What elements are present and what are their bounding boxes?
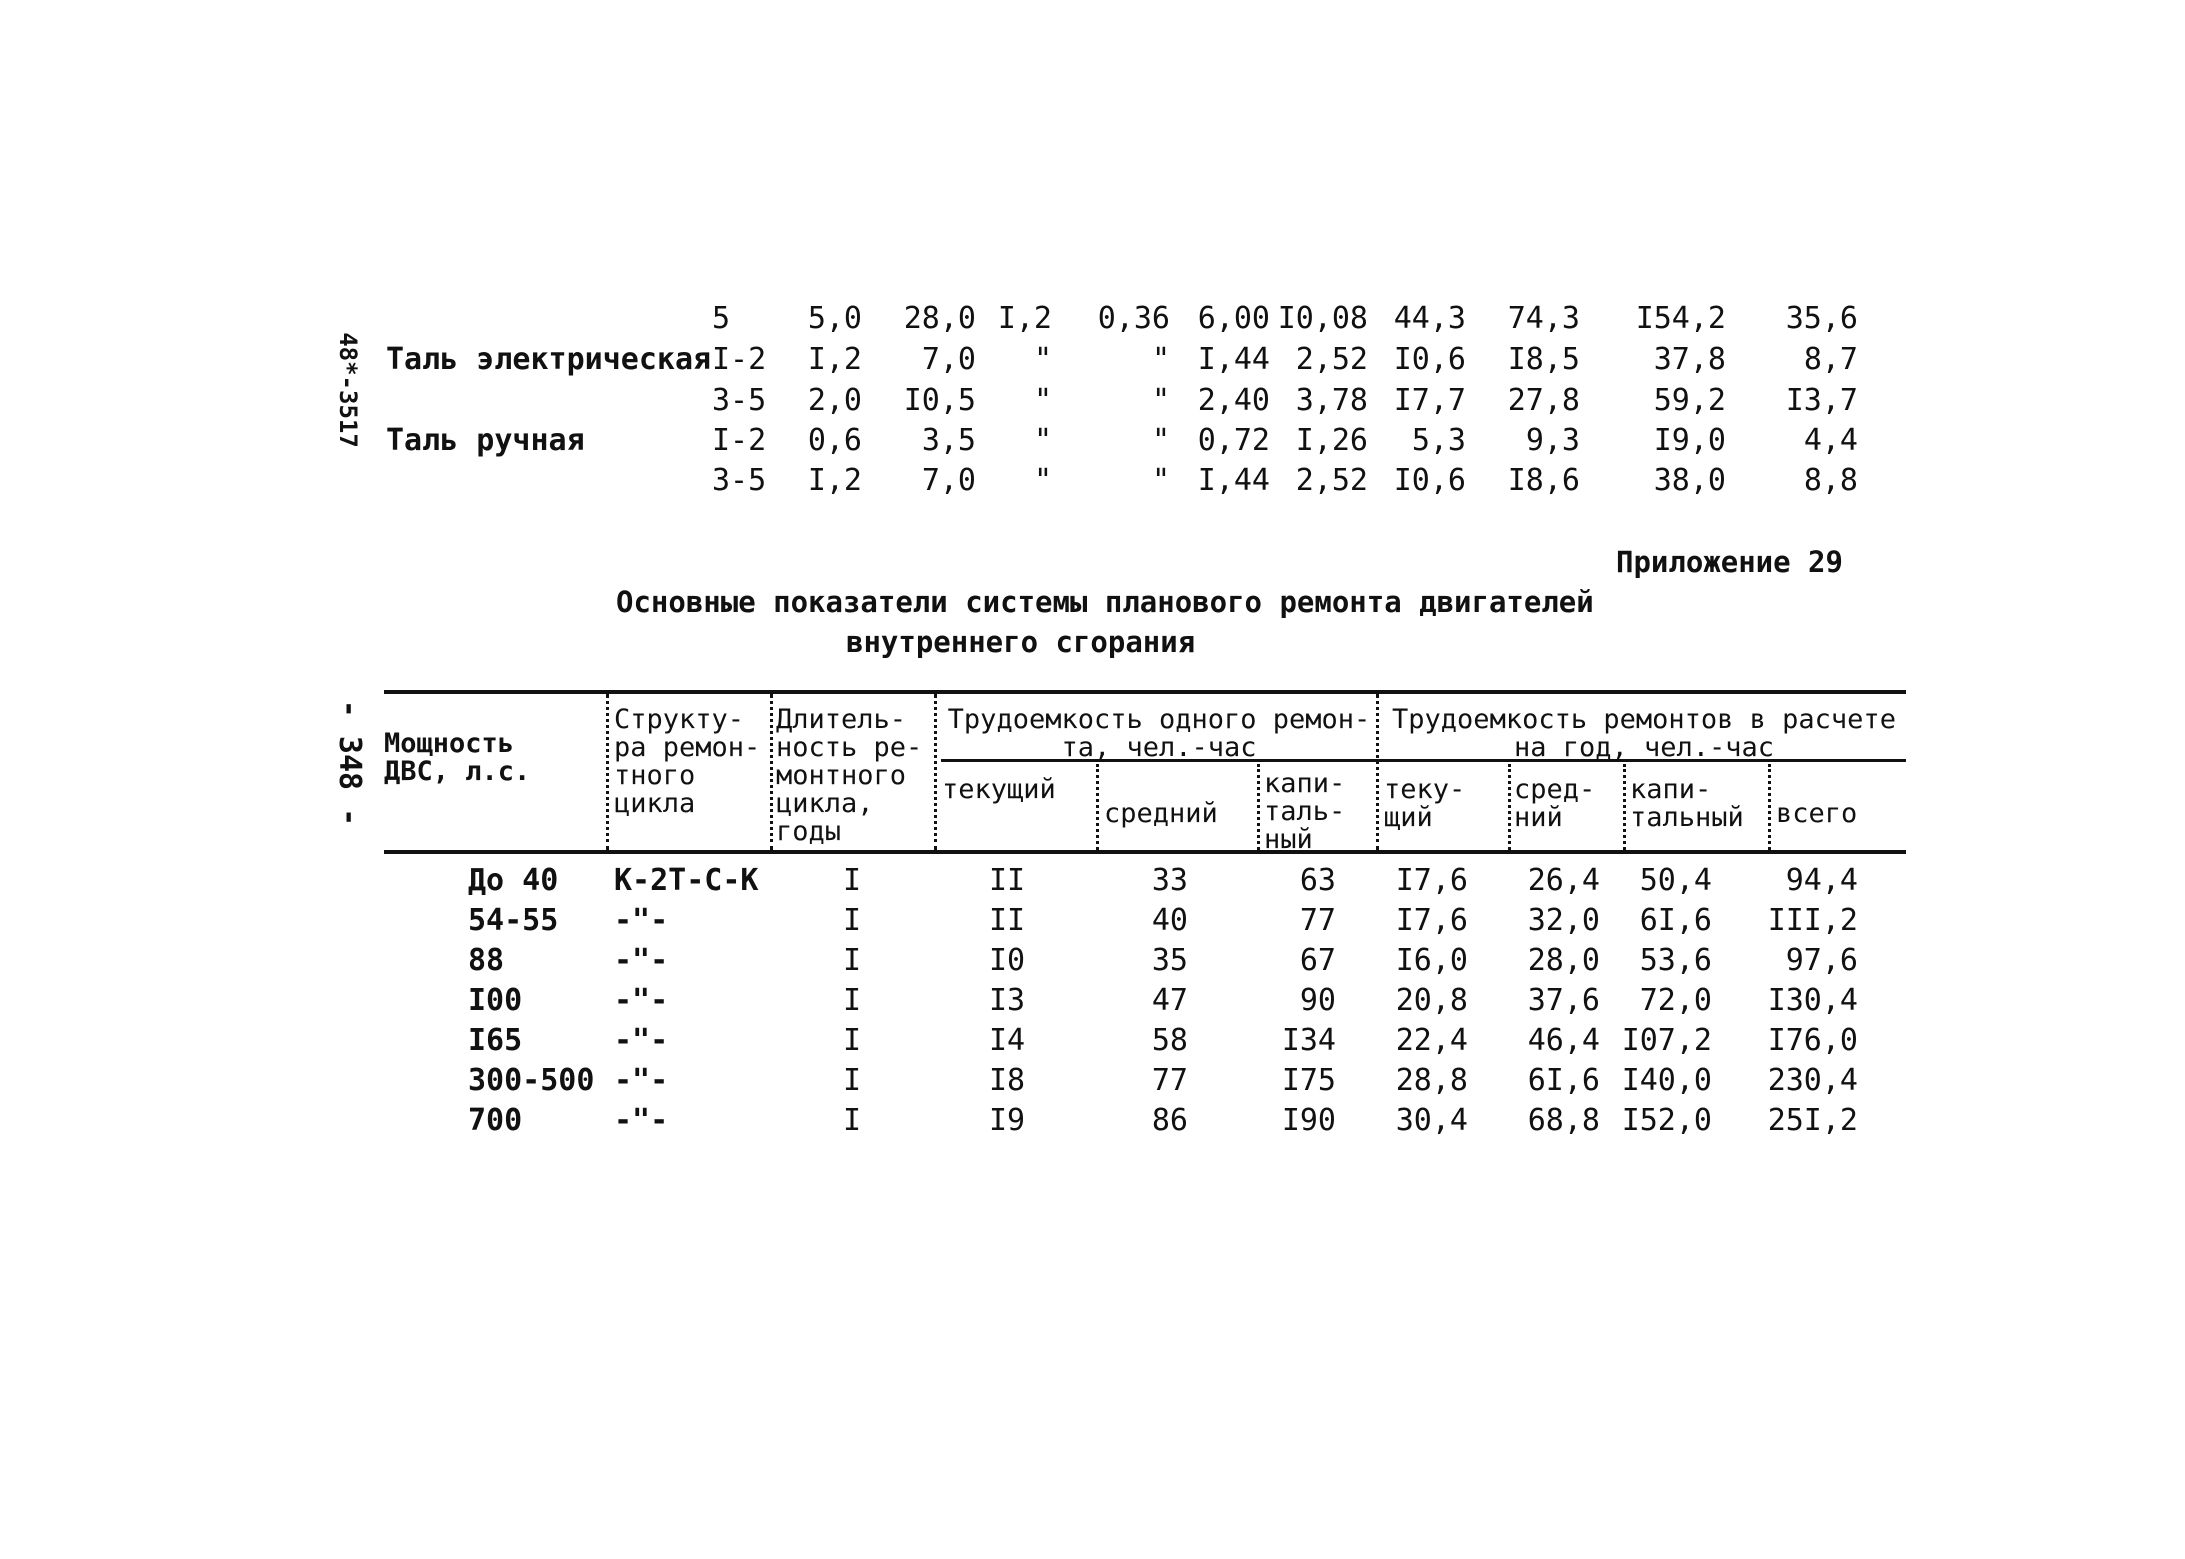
table-cell: 33 xyxy=(1151,863,1188,898)
table-cell: 40 xyxy=(1151,903,1188,938)
table-cell: I30,4 xyxy=(1767,983,1858,1018)
cont-cell: I8,5 xyxy=(1507,342,1580,377)
table-cell: I52,0 xyxy=(1621,1103,1712,1138)
table-cell: 86 xyxy=(1151,1103,1188,1138)
table-cell: 77 xyxy=(1299,903,1336,938)
cont-cell: I54,2 xyxy=(1635,301,1726,336)
table-cell: -"- xyxy=(614,1103,669,1138)
cont-cell: 7,0 xyxy=(921,463,976,498)
table-cell: 26,4 xyxy=(1527,863,1600,898)
col-sep xyxy=(934,694,937,850)
table-cell: 94,4 xyxy=(1785,863,1858,898)
cont-cell: " xyxy=(1151,342,1170,377)
cont-cell: " xyxy=(1151,463,1170,498)
cont-cell: I8,6 xyxy=(1507,463,1580,498)
row-power: 700 xyxy=(468,1103,523,1138)
cont-cell: I-2 xyxy=(712,423,767,458)
table-cell: 53,6 xyxy=(1639,943,1712,978)
cont-cell: 5,3 xyxy=(1411,423,1466,458)
cont-cell: 5 xyxy=(712,301,731,336)
col-sep xyxy=(1096,764,1099,850)
header-g1-current: текущий xyxy=(942,774,1056,805)
cont-cell: 6,00 xyxy=(1197,301,1270,336)
cont-cell: 27,8 xyxy=(1507,383,1580,418)
table-cell: К-2Т-С-К xyxy=(614,863,759,898)
row-power: 54-55 xyxy=(468,903,559,938)
table-cell: I6,0 xyxy=(1395,943,1468,978)
table-cell: 63 xyxy=(1299,863,1336,898)
header-structure: Структу- ра ремон- тного цикла xyxy=(614,704,761,819)
table-cell: I90 xyxy=(1281,1103,1336,1138)
cont-cell: 3-5 xyxy=(712,463,767,498)
table-cell: I xyxy=(842,943,862,978)
table-cell: I xyxy=(842,983,862,1018)
header-bottom-rule xyxy=(384,850,1906,854)
header-power: Мощность ДВС, л.с. xyxy=(384,728,531,787)
cont-cell: 3,5 xyxy=(921,423,976,458)
cont-cell: 37,8 xyxy=(1653,342,1726,377)
cont-cell: " xyxy=(1151,423,1170,458)
cont-cell: " xyxy=(1151,383,1170,418)
header-g2-capital: капи- тальный xyxy=(1630,774,1744,833)
cont-cell: I9,0 xyxy=(1653,423,1726,458)
table-cell: 46,4 xyxy=(1527,1023,1600,1058)
row-power: 300-500 xyxy=(468,1063,595,1098)
cont-cell: I0,5 xyxy=(903,383,976,418)
col-sep xyxy=(1376,694,1379,850)
col-sep xyxy=(770,694,773,850)
table-cell: I xyxy=(842,1023,862,1058)
cont-cell: 7,0 xyxy=(921,342,976,377)
table-cell: -"- xyxy=(614,983,669,1018)
cont-cell: I0,6 xyxy=(1393,342,1466,377)
margin-note-top: 48*-3517 xyxy=(333,332,362,448)
cont-cell: 3,78 xyxy=(1295,383,1368,418)
table-cell: 32,0 xyxy=(1527,903,1600,938)
table-cell: 58 xyxy=(1151,1023,1188,1058)
header-group1: Трудоемкость одного ремон- та, чел.-час xyxy=(947,704,1371,763)
table-cell: I40,0 xyxy=(1621,1063,1712,1098)
table-cell: 6I,6 xyxy=(1639,903,1712,938)
cont-cell: 59,2 xyxy=(1653,383,1726,418)
table-cell: I7,6 xyxy=(1395,863,1468,898)
cont-cell: 38,0 xyxy=(1653,463,1726,498)
table-cell: I76,0 xyxy=(1767,1023,1858,1058)
header-g1-medium: средний xyxy=(1104,798,1218,829)
cont-cell: 8,8 xyxy=(1803,463,1858,498)
cont-cell: " xyxy=(1033,463,1052,498)
cont-cell: 44,3 xyxy=(1393,301,1466,336)
margin-note-page: - 348 - xyxy=(332,699,368,827)
cont-cell: I0,08 xyxy=(1277,301,1368,336)
table-cell: I8 xyxy=(988,1063,1026,1098)
cont-cell: I,44 xyxy=(1197,342,1270,377)
cont-cell: 0,72 xyxy=(1197,423,1270,458)
header-duration: Длитель- ность ре- монтного цикла, годы xyxy=(776,704,923,847)
table-cell: I4 xyxy=(988,1023,1026,1058)
cont-cell: I-2 xyxy=(712,342,767,377)
table-cell: I34 xyxy=(1281,1023,1336,1058)
cont-row-name: Таль электрическая xyxy=(386,342,712,377)
row-power: I65 xyxy=(468,1023,523,1058)
table-cell: II xyxy=(988,863,1026,898)
cont-cell: 4,4 xyxy=(1803,423,1858,458)
table-cell: 67 xyxy=(1299,943,1336,978)
cont-cell: " xyxy=(1033,342,1052,377)
cont-cell: 5,0 xyxy=(807,301,862,336)
cont-cell: 35,6 xyxy=(1785,301,1858,336)
header-g2-medium: сред- ний xyxy=(1514,774,1596,833)
table-cell: I3 xyxy=(988,983,1026,1018)
table-cell: 28,0 xyxy=(1527,943,1600,978)
cont-cell: 28,0 xyxy=(903,301,976,336)
header-g2-total: всего xyxy=(1776,798,1858,829)
table-cell: 25I,2 xyxy=(1767,1103,1858,1138)
cont-cell: I,2 xyxy=(807,342,862,377)
cont-cell: 3-5 xyxy=(712,383,767,418)
table-title-line1: Основные показатели системы планового ремонта двигателей xyxy=(616,585,1594,619)
table-cell: III,2 xyxy=(1767,903,1858,938)
table-cell: I0 xyxy=(988,943,1026,978)
appendix-label: Приложение 29 xyxy=(1616,545,1843,579)
table-cell: I7,6 xyxy=(1395,903,1468,938)
table-cell: II xyxy=(988,903,1026,938)
col-sep xyxy=(1768,764,1771,850)
cont-cell: 2,52 xyxy=(1295,342,1368,377)
table-cell: I07,2 xyxy=(1621,1023,1712,1058)
cont-cell: 0,6 xyxy=(807,423,862,458)
cont-cell: 0,36 xyxy=(1097,301,1170,336)
table-cell: I9 xyxy=(988,1103,1026,1138)
table-cell: 68,8 xyxy=(1527,1103,1600,1138)
table-cell: 22,4 xyxy=(1395,1023,1468,1058)
cont-cell: I7,7 xyxy=(1393,383,1466,418)
table-cell: I xyxy=(842,1103,862,1138)
cont-cell: 2,52 xyxy=(1295,463,1368,498)
table-cell: 47 xyxy=(1151,983,1188,1018)
header-group2: Трудоемкость ремонтов в расчете на год, чел.-час xyxy=(1392,704,1896,763)
table-cell: -"- xyxy=(614,1063,669,1098)
table-cell: 30,4 xyxy=(1395,1103,1468,1138)
row-power: До 40 xyxy=(468,863,559,898)
cont-cell: " xyxy=(1033,423,1052,458)
table-cell: I75 xyxy=(1281,1063,1336,1098)
table-top-rule xyxy=(384,690,1906,694)
row-power: I00 xyxy=(468,983,523,1018)
table-cell: -"- xyxy=(614,903,669,938)
col-sep xyxy=(1257,764,1260,850)
table-cell: 97,6 xyxy=(1785,943,1858,978)
table-cell: 230,4 xyxy=(1767,1063,1858,1098)
table-cell: 6I,6 xyxy=(1527,1063,1600,1098)
cont-cell: I0,6 xyxy=(1393,463,1466,498)
table-cell: 72,0 xyxy=(1639,983,1712,1018)
cont-cell: I,44 xyxy=(1197,463,1270,498)
col-sep xyxy=(1623,764,1626,850)
cont-cell: I3,7 xyxy=(1785,383,1858,418)
cont-row-name: Таль ручная xyxy=(386,423,585,458)
table-cell: 37,6 xyxy=(1527,983,1600,1018)
table-cell: 90 xyxy=(1299,983,1336,1018)
cont-cell: I,2 xyxy=(997,301,1052,336)
table-title-line2: внутреннего сгорания xyxy=(846,625,1196,659)
table-cell: 35 xyxy=(1151,943,1188,978)
header-g2-current: теку- щий xyxy=(1384,774,1466,833)
cont-cell: 74,3 xyxy=(1507,301,1580,336)
cont-cell: 9,3 xyxy=(1525,423,1580,458)
table-cell: I xyxy=(842,863,862,898)
table-cell: I xyxy=(842,1063,862,1098)
table-cell: -"- xyxy=(614,1023,669,1058)
cont-cell: I,26 xyxy=(1295,423,1368,458)
table-cell: I xyxy=(842,903,862,938)
header-g1-capital: капи- таль- ный xyxy=(1264,768,1346,855)
table-cell: 77 xyxy=(1151,1063,1188,1098)
cont-cell: 2,40 xyxy=(1197,383,1270,418)
table-cell: -"- xyxy=(614,943,669,978)
cont-cell: I,2 xyxy=(807,463,862,498)
cont-cell: " xyxy=(1033,383,1052,418)
cont-cell: 2,0 xyxy=(807,383,862,418)
col-sep xyxy=(606,694,609,850)
table-cell: 50,4 xyxy=(1639,863,1712,898)
table-cell: 20,8 xyxy=(1395,983,1468,1018)
row-power: 88 xyxy=(468,943,505,978)
table-cell: 28,8 xyxy=(1395,1063,1468,1098)
col-sep xyxy=(1508,764,1511,850)
cont-cell: 8,7 xyxy=(1803,342,1858,377)
